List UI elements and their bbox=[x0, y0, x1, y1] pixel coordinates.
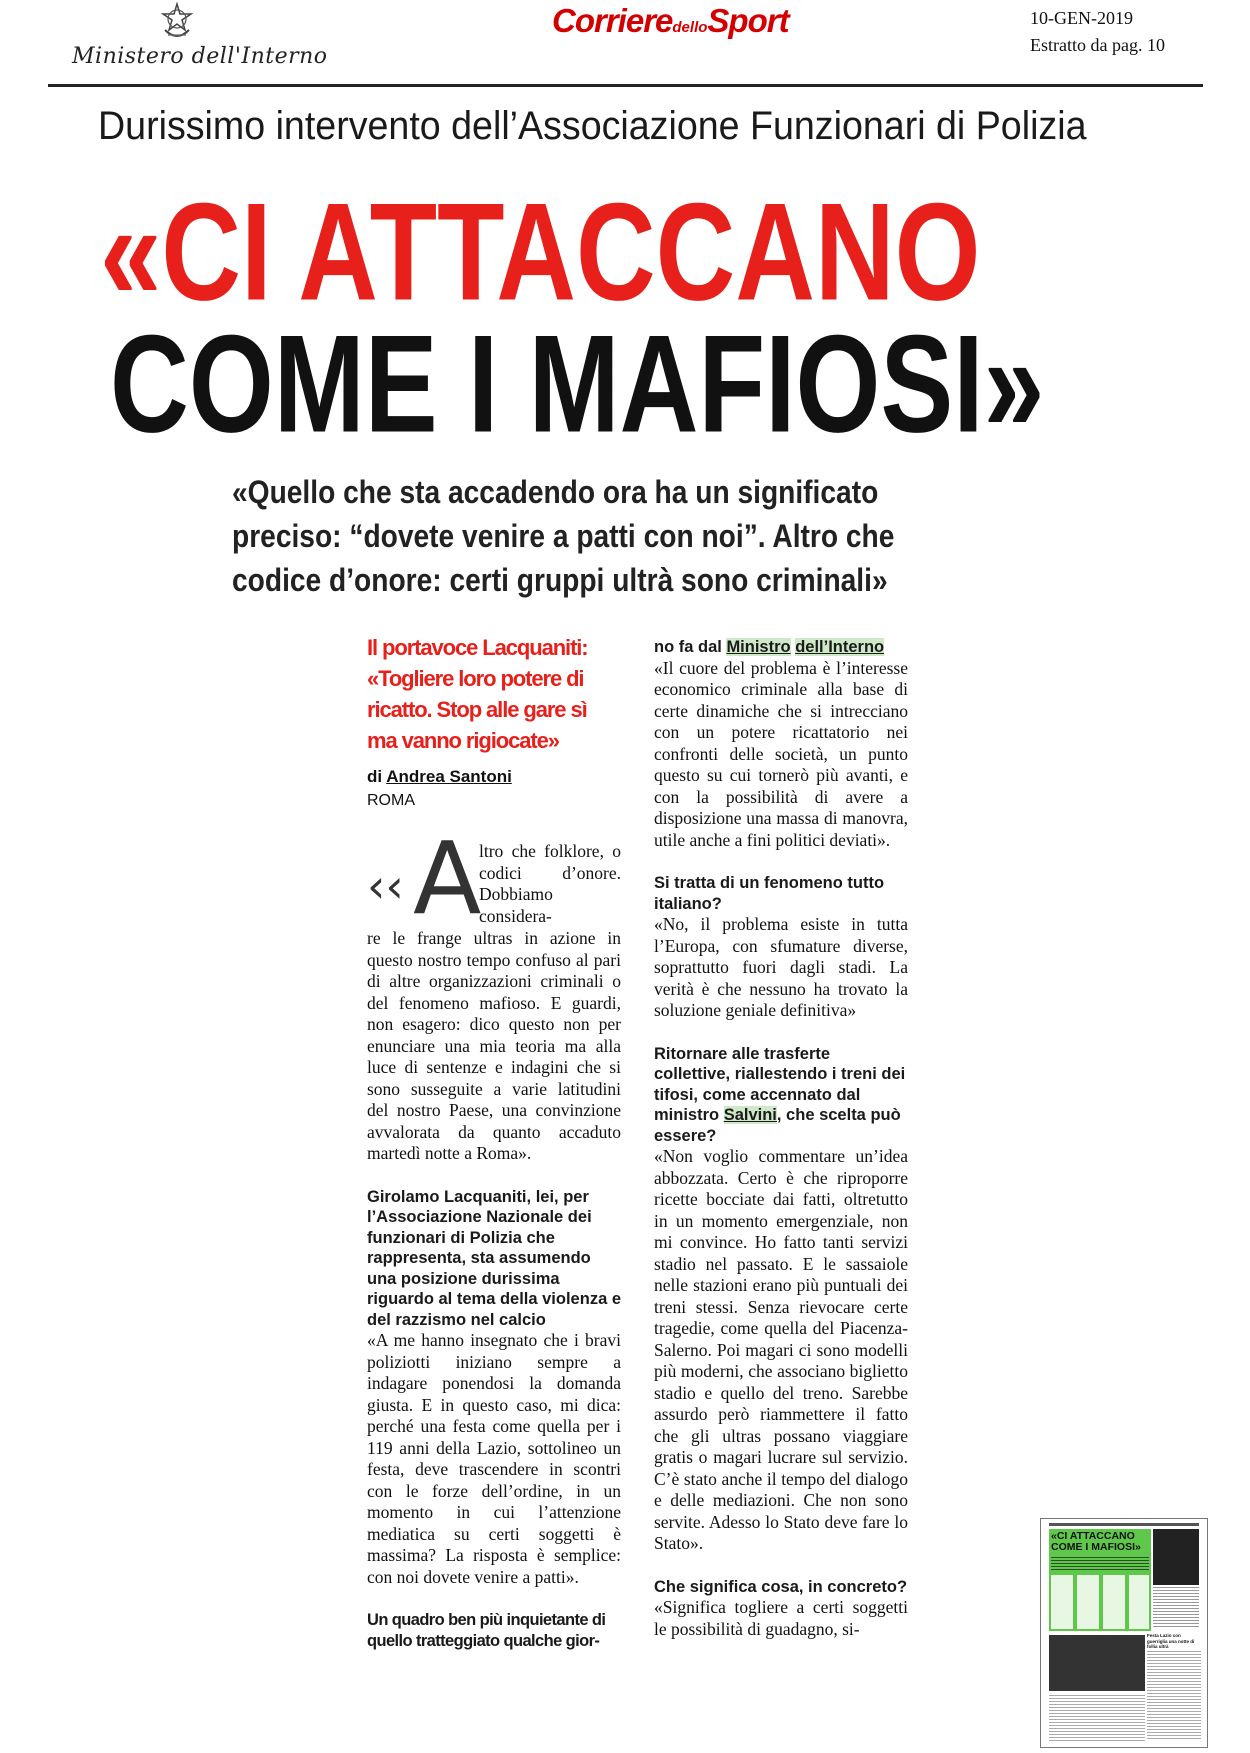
byline-author: Andrea Santoni bbox=[386, 767, 512, 786]
thumb-headline-line2: COME I MAFIOSI» bbox=[1051, 1541, 1141, 1553]
masthead-part3: Sport bbox=[707, 2, 789, 39]
interview-question-1: Girolamo Lacquaniti, lei, per l’Associazione Nazionale dei funzionari di Polizia che rappresenta, sta assumendo una posizione durissima riguardo al tema della violenza e del razzismo nel calcio bbox=[367, 1187, 622, 1329]
thumb-subhead-lines bbox=[1051, 1557, 1149, 1571]
headline-line1: «CI ATTACCANO bbox=[100, 174, 981, 330]
interview-question-5: Che significa cosa, in concreto? bbox=[654, 1577, 908, 1596]
subheadline bbox=[232, 470, 1112, 602]
dropcap-text: ltro che folklore, o codici d’onore. Dobbiamo considera- bbox=[479, 841, 621, 926]
article-deck: Il portavoce Lacquaniti: «Togliere loro potere di ricatto. Stop alle gare sì ma vanno rigiocate» bbox=[367, 635, 588, 753]
page-extract-label: Estratto da pag. 10 bbox=[1030, 35, 1165, 55]
headline-line2: COME I MAFIOSI» bbox=[110, 306, 1045, 462]
question2-prefix: no fa dal bbox=[654, 638, 722, 656]
byline-prefix: di bbox=[367, 767, 383, 786]
dropcap-block bbox=[367, 820, 621, 937]
interview-answer-4: «Non voglio commentare un’idea abbozzata. Certo è che riproporre ricette bocciate dai fatti, oltretutto in un momento emergenziale, non mi convince. Ho fatto tanti servizi stadio nel passato. E le sassaiole nelle stazioni erano più puntuali dei treni stessi. Senza rievocare certe tragedie, come quella del Piacenza-Salerno. Poi magari ci sono modelli più moderni, che associano biglietto stadio e quello del treno. Sarebbe assurdo però riammettere il fatto che gli ultras possano viaggiare gratis o magari lucrare sul servizio. C’è stato anche il tempo del dialogo e delle mediazioni. Che non sono servite. Adesso lo Stato deve fare lo Stato». bbox=[654, 1146, 908, 1553]
interview-answer-2: «Il cuore del problema è l’interesse economico criminale alla base di certe dinamiche che si intrecciano con un potere ricattatorio nei confronti delle società, un punto questo su cui tornerò più avanti, e con la possibilità di avere a disposizione una massa di manovra, utile anche a fini politici deviati». bbox=[654, 657, 908, 850]
interview-question-2-end bbox=[654, 637, 908, 658]
thumb-headline-line1: «CI ATTACCANO bbox=[1051, 1530, 1135, 1542]
ministry-logo-text: Ministero dell'Interno bbox=[72, 44, 328, 69]
interview-question-3: Si tratta di un fenomeno tutto italiano? bbox=[654, 874, 885, 913]
subheadline-line2: preciso: “dovete venire a patti con noi”. Altro che bbox=[232, 518, 895, 554]
question4-start: Ritornare alle trasferte collettive, riallestendo i treni dei tifosi, come accennato dal ministro bbox=[654, 1044, 906, 1124]
highlighted-salvini: Salvini bbox=[723, 1106, 777, 1124]
interview-answer-1: «A me hanno insegnato che i bravi poliziotti iniziano sempre a indagare ponendosi la domanda giusta. E in questo caso, mi dica: perché una festa come quella per i 119 anni della Lazio, sottolineo un festa, deve trascendere in scontri con le forze dell’ordine, in un momento in cui l’attenzione mediatica su certi soggetti è massima? La risposta è semplice: con noi dovete venire a patti». bbox=[367, 1330, 621, 1587]
masthead-part1: Corriere bbox=[552, 2, 673, 39]
dateline: ROMA bbox=[367, 791, 415, 809]
page-thumbnail bbox=[1040, 1518, 1208, 1748]
subheadline-line3: codice d’onore: certi gruppi ultrà sono criminali» bbox=[232, 562, 888, 598]
article-kicker: Durissimo intervento dell’Associazione Funzionari di Polizia bbox=[98, 104, 1087, 148]
interview-question-2-start: Un quadro ben più inquietante di quello tratteggiato qualche gior- bbox=[367, 1611, 606, 1650]
thumb-strip-title: Festa Lazio con guerriglia una notte di follia ultrà bbox=[1147, 1633, 1195, 1649]
dropcap-letter: A bbox=[413, 820, 482, 937]
thumb-text-block-2 bbox=[1147, 1651, 1201, 1741]
thumb-header-rule bbox=[1049, 1523, 1199, 1526]
thumb-columns bbox=[1051, 1575, 1149, 1629]
byline bbox=[367, 766, 621, 788]
newspaper-masthead bbox=[552, 2, 789, 40]
highlighted-interno: dell’Interno bbox=[795, 638, 885, 656]
republic-emblem-icon bbox=[160, 2, 194, 42]
masthead-part2: dello bbox=[672, 19, 708, 36]
article-column-2 bbox=[654, 637, 908, 1640]
highlighted-ministro: Ministro bbox=[726, 638, 791, 656]
thumb-text-block-1 bbox=[1153, 1587, 1199, 1627]
thumb-headline bbox=[1051, 1531, 1141, 1553]
header-divider bbox=[48, 84, 1203, 87]
thumb-photo-1 bbox=[1153, 1529, 1199, 1585]
article-column-1 bbox=[367, 632, 621, 1651]
interview-answer-5: «Significa togliere a certi soggetti le possibilità di guadagno, si- bbox=[654, 1597, 908, 1639]
question4-end: , che scelta può essere? bbox=[654, 1106, 901, 1145]
thumb-photo-2 bbox=[1049, 1635, 1145, 1691]
dropcap-quote-mark: ‹‹ bbox=[367, 859, 404, 913]
subheadline-line1: «Quello che sta accadendo ora ha un significato bbox=[232, 474, 879, 510]
interview-answer-3: «No, il problema esiste in tutta l’Europa, con sfumature diverse, soprattutto fuori dagli stadi. La verità è che nessuno ha trovato la soluzione geniale definitiva» bbox=[654, 914, 908, 1020]
publication-date: 10-GEN-2019 bbox=[1030, 8, 1133, 28]
interview-question-4 bbox=[654, 1044, 908, 1147]
thumb-text-block-3 bbox=[1049, 1695, 1145, 1741]
intro-paragraph: re le frange ultras in azione in questo nostro tempo confuso al pari di altre organizzazioni criminali o del fenomeno mafioso. E guardi, non esagero: dico questo non per enunciare una mia teoria ma alla luce di sentenze e indagini che si sono susseguite a varie latitudini del nostro Paese, una convinzione avvalorata da quanto accaduto martedì notte a Roma». bbox=[367, 928, 621, 1163]
